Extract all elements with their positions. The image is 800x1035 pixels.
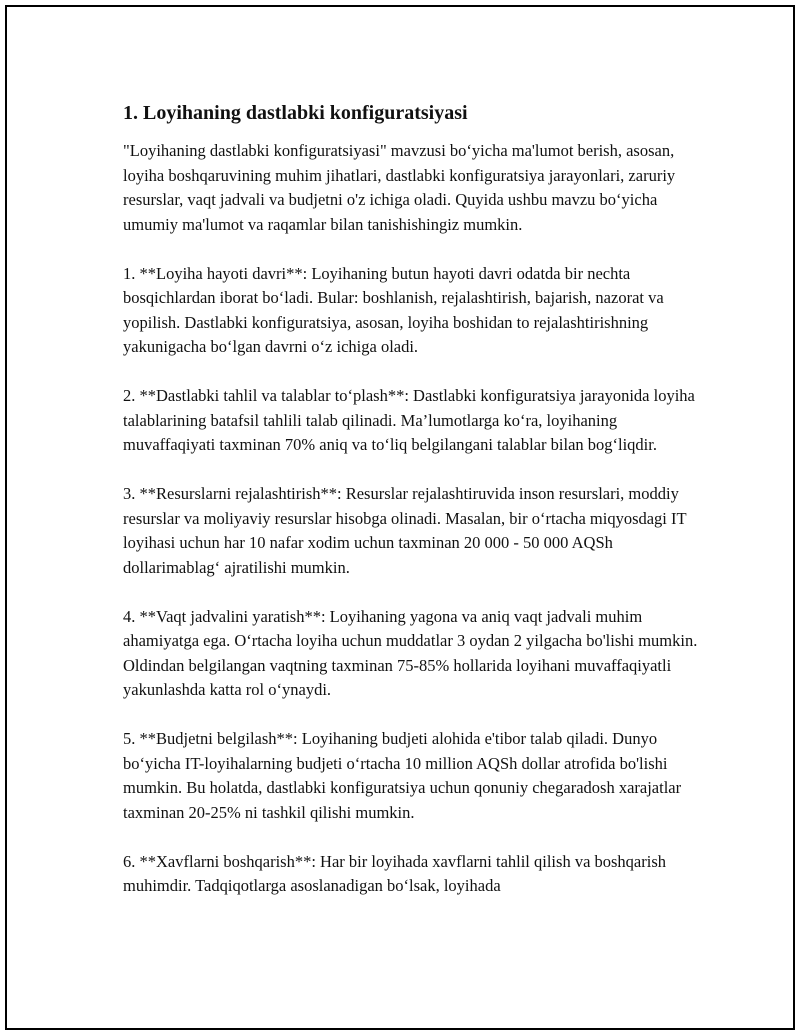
document-page — [5, 5, 795, 1030]
paragraph-project-lifecycle: 1. **Loyiha hayoti davri**: Loyihaning butun hayoti davri odatda bir nechta bosqichlardan iborat bo‘ladi. Bular: boshlanish, rejalashtirish, bajarish, nazorat va yopilish. Dastlabki konfiguratsiya, asosan, loyiha boshidan to rejalashtirishning yakunigacha bo‘lgan davrni o‘z ichiga oladi. — [123, 263, 664, 356]
document-content — [123, 99, 703, 923]
paragraph-resource-planning: 3. **Resurslarni rejalashtirish**: Resurslar rejalashtiruvida inson resurslari, moddiy resurslar va moliyaviy resurslar hisobga olinadi. Masalan, bir o‘rtacha miqyosdagi IT loyihasi uchun har 10 nafar xodim uchun taxminan 20 000 - 50 000 AQSh dollarimablag‘ ajratilishi mumkin. — [123, 484, 687, 577]
paragraph-intro: "Loyihaning dastlabki konfiguratsiyasi" mavzusi bo‘yicha ma'lumot berish, asosan, loyiha boshqaruvining muhim jihatlari, dastlabki konfiguratsiya jarayonlari, zaruriy resurslar, vaqt jadvali va budjetni o'z ichiga oladi. Quyida ushbu mavzu bo‘yicha umumiy ma'lumot va raqamlar bilan tanishishingiz mumkin. — [123, 141, 676, 234]
paragraph-schedule: 4. **Vaqt jadvalini yaratish**: Loyihaning yagona va aniq vaqt jadvali muhim ahamiyatga ega. O‘rtacha loyiha uchun muddatlar 3 oydan 2 yilgacha bo'lishi mumkin. Oldindan belgilangan vaqtning taxminan 75-85% hollarida loyihani muvaffaqiyatli yakunlashda katta rol o‘ynaydi. — [123, 606, 698, 699]
paragraph-requirements-analysis: 2. **Dastlabki tahlil va talablar to‘plash**: Dastlabki konfiguratsiya jarayonida loyiha talablarining batafsil tahlili talab qilinadi. Ma’lumotlarga ko‘ra, loyihaning muvaffaqiyati taxminan 70% aniq va to‘liq belgilangani talablar bilan bog‘liqdir. — [123, 386, 695, 454]
paragraph-risk-management: 6. **Xavflarni boshqarish**: Har bir loyihada xavflarni tahlil qilish va boshqarish muhimdir. Tadqiqotlarga asoslanadigan bo‘lsak, loyihada — [123, 851, 667, 895]
document-title: 1. Loyihaning dastlabki konfiguratsiyasi — [123, 102, 468, 124]
paragraph-budget: 5. **Budjetni belgilash**: Loyihaning budjeti alohida e'tibor talab qiladi. Dunyo bo‘yicha IT-loyihalarning budjeti o‘rtacha 10 million AQSh dollar atrofida bo'lishi mumkin. Bu holatda, dastlabki konfiguratsiya uchun qonuniy chegaradosh xarajatlar taxminan 20-25% ni tashkil qilishi mumkin. — [123, 729, 682, 822]
